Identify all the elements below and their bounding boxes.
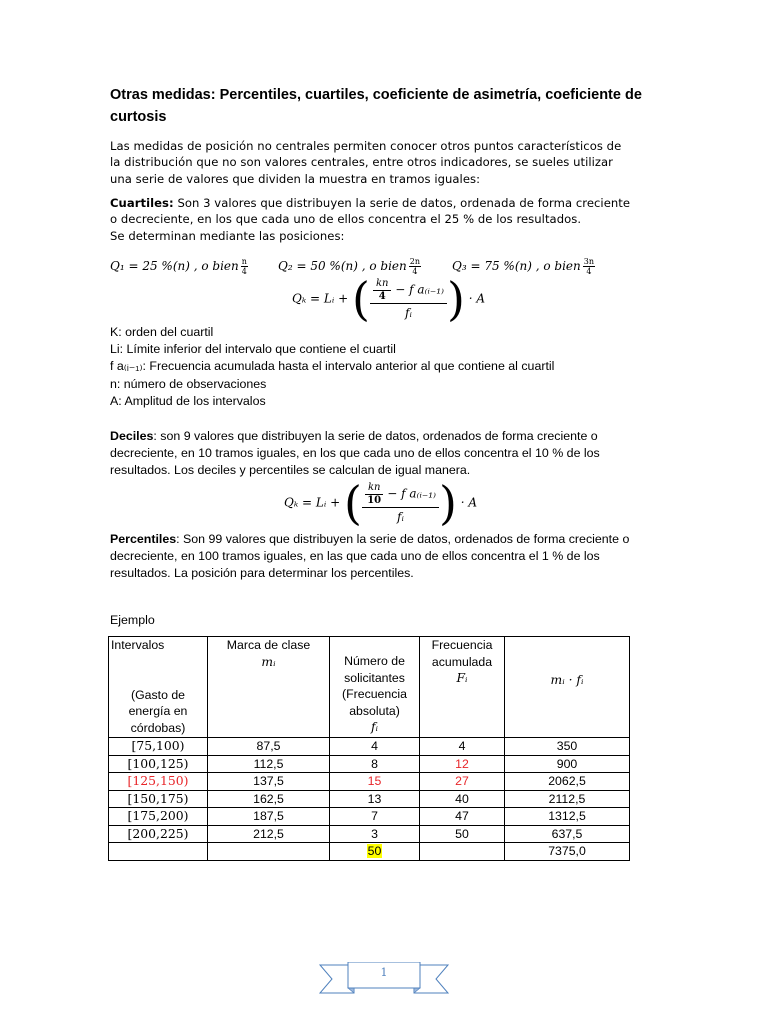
table-row: [200,225) 212,5 3 50 637,5 xyxy=(109,825,630,843)
percentiles-label: Percentiles xyxy=(110,532,177,546)
total-frequency: 50 xyxy=(367,844,382,858)
cuartiles-label: Cuartiles: xyxy=(110,196,174,210)
qk-formula-quartile: Qₖ = Lᵢ + ( $\frac{\frac{kn}{4} - f a_(ᵢ_{-1)}}{\text{fᵢ}}$ ) · A xyxy=(292,272,486,326)
total-product: 7375,0 xyxy=(505,843,630,861)
definition-item: K: orden del cuartil xyxy=(110,325,214,339)
q1-formula: Q₁ = 25 %(n) , o bien $\frac{n}{4}$ xyxy=(110,257,247,276)
deciles-paragraph: Deciles: son 9 valores que distribuyen la serie de datos, ordenados de forma creciente o decreciente, en 10 tramos iguales, en los que cada uno de ellos concentra el 10 % de los resultados. Los deciles y percentiles se calculan de igual manera. xyxy=(110,429,600,478)
definition-item: f a₍ᵢ₋₁₎: Frecuencia acumulada hasta el intervalo anterior al que contiene al cuartil xyxy=(110,359,555,374)
table-row-highlighted: [125,150) 137,5 15 27 2062,5 xyxy=(109,773,630,791)
page-number: 1 xyxy=(380,966,388,979)
intro-line: Las medidas de posición no centrales permiten conocer otros puntos característicos de xyxy=(110,139,622,153)
cuartiles-text: Son 3 valores que distribuyen la serie de datos, ordenada de forma creciente xyxy=(173,196,631,210)
cuartiles-line: Se determinan mediante las posiciones: xyxy=(110,228,345,243)
qk-formula-decile: Qₖ = Lᵢ + ( $\frac{\frac{kn}{10} - f a_(ᵢ_{-1)}}{\text{fᵢ}}$ ) · A xyxy=(284,476,478,530)
header-numero: Número de solicitantes (Frecuencia absoluta) fᵢ xyxy=(330,637,420,738)
percentiles-paragraph: Percentiles: Son 99 valores que distribuyen la serie de datos, ordenados de forma creciente o decreciente, en 100 tramos iguales, en las que cada uno de ellos concentra el 1 % de los resultados. La posición para determinar los percentiles. xyxy=(110,532,630,581)
header-frecuencia: Frecuencia acumulada Fᵢ xyxy=(420,637,505,738)
q2-formula: Q₂ = 50 %(n) , o bien $\frac{2n}{4}$ xyxy=(278,257,420,276)
definition-item: n: número de observaciones xyxy=(110,376,267,391)
table-header-row xyxy=(109,637,630,738)
definition-item: Li: Límite inferior del intervalo que contiene el cuartil xyxy=(110,342,396,357)
cuartiles-line: o decreciente, en los que cada uno de ellos concentra el 25 % de los resultados. xyxy=(110,212,582,227)
q3-formula: Q₃ = 75 %(n) , o bien $\frac{3n}{4}$ xyxy=(452,257,594,276)
intro-line: una serie de valores que dividen la muestra en tramos iguales: xyxy=(110,171,481,186)
header-marca: Marca de clase mᵢ xyxy=(208,637,330,738)
table-row: [150,175) 162,5 13 40 2112,5 xyxy=(109,790,630,808)
header-producto: mᵢ · fᵢ xyxy=(505,637,630,738)
table-row: [75,100) 87,5 4 4 350 xyxy=(109,738,630,756)
deciles-label: Deciles xyxy=(110,429,154,443)
ejemplo-label: Ejemplo xyxy=(110,613,155,627)
frequency-table xyxy=(108,636,630,861)
header-intervalos: Intervalos (Gasto de energía en córdobas) xyxy=(109,637,208,738)
definitions-list xyxy=(110,324,554,410)
cuartiles-paragraph xyxy=(110,195,655,244)
page-title: Otras medidas: Percentiles, cuartiles, coeficiente de asimetría, coeficiente de curtosis xyxy=(110,87,642,125)
definition-item: A: Amplitud de los intervalos xyxy=(110,393,266,408)
intro-line: la distribución que no son valores centrales, entre otros indicadores, se sueles utilizar xyxy=(110,155,613,170)
table-total-row xyxy=(109,843,630,861)
intro-paragraph xyxy=(110,138,655,187)
table-row: [175,200) 187,5 7 47 1312,5 xyxy=(109,808,630,826)
table-row: [100,125) 112,5 8 12 900 xyxy=(109,755,630,773)
